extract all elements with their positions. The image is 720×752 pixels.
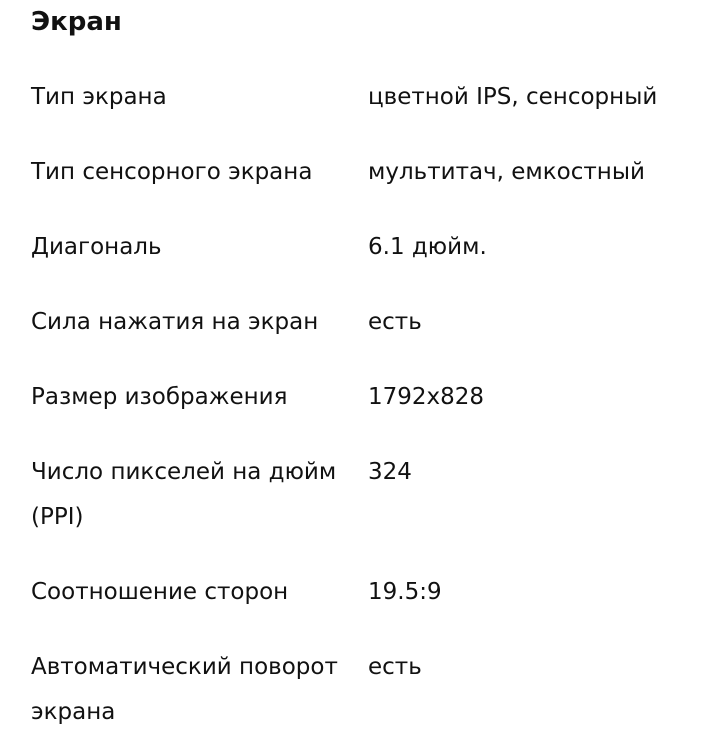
section-title: Экран (31, 7, 122, 37)
spec-value: 1792x828 (368, 384, 485, 410)
spec-value: цветной IPS, сенсорный (368, 84, 658, 110)
spec-value: мультитач, емкостный (368, 159, 645, 185)
specs-list (31, 75, 711, 735)
spec-row-aspect-ratio (31, 570, 711, 645)
spec-row-screen-type (31, 75, 711, 150)
spec-row-resolution (31, 375, 711, 450)
spec-value: есть (368, 654, 422, 680)
spec-label: Размер изображения (31, 384, 288, 410)
spec-row-touch-type (31, 150, 711, 225)
spec-label: Диагональ (31, 234, 162, 260)
spec-row-diagonal (31, 225, 711, 300)
spec-label: Сила нажатия на экран (31, 309, 319, 335)
spec-row-ppi (31, 450, 711, 570)
spec-value: 324 (368, 459, 412, 485)
spec-value: есть (368, 309, 422, 335)
spec-label: Автоматический поворот экрана (31, 654, 338, 725)
spec-row-auto-rotate (31, 645, 711, 735)
spec-label: Тип экрана (31, 84, 167, 110)
spec-label: Число пикселей на дюйм (PPI) (31, 459, 337, 530)
spec-label: Соотношение сторон (31, 579, 289, 605)
spec-label: Тип сенсорного экрана (31, 159, 313, 185)
spec-row-pressure (31, 300, 711, 375)
spec-value: 19.5:9 (368, 579, 442, 605)
spec-value: 6.1 дюйм. (368, 234, 487, 260)
